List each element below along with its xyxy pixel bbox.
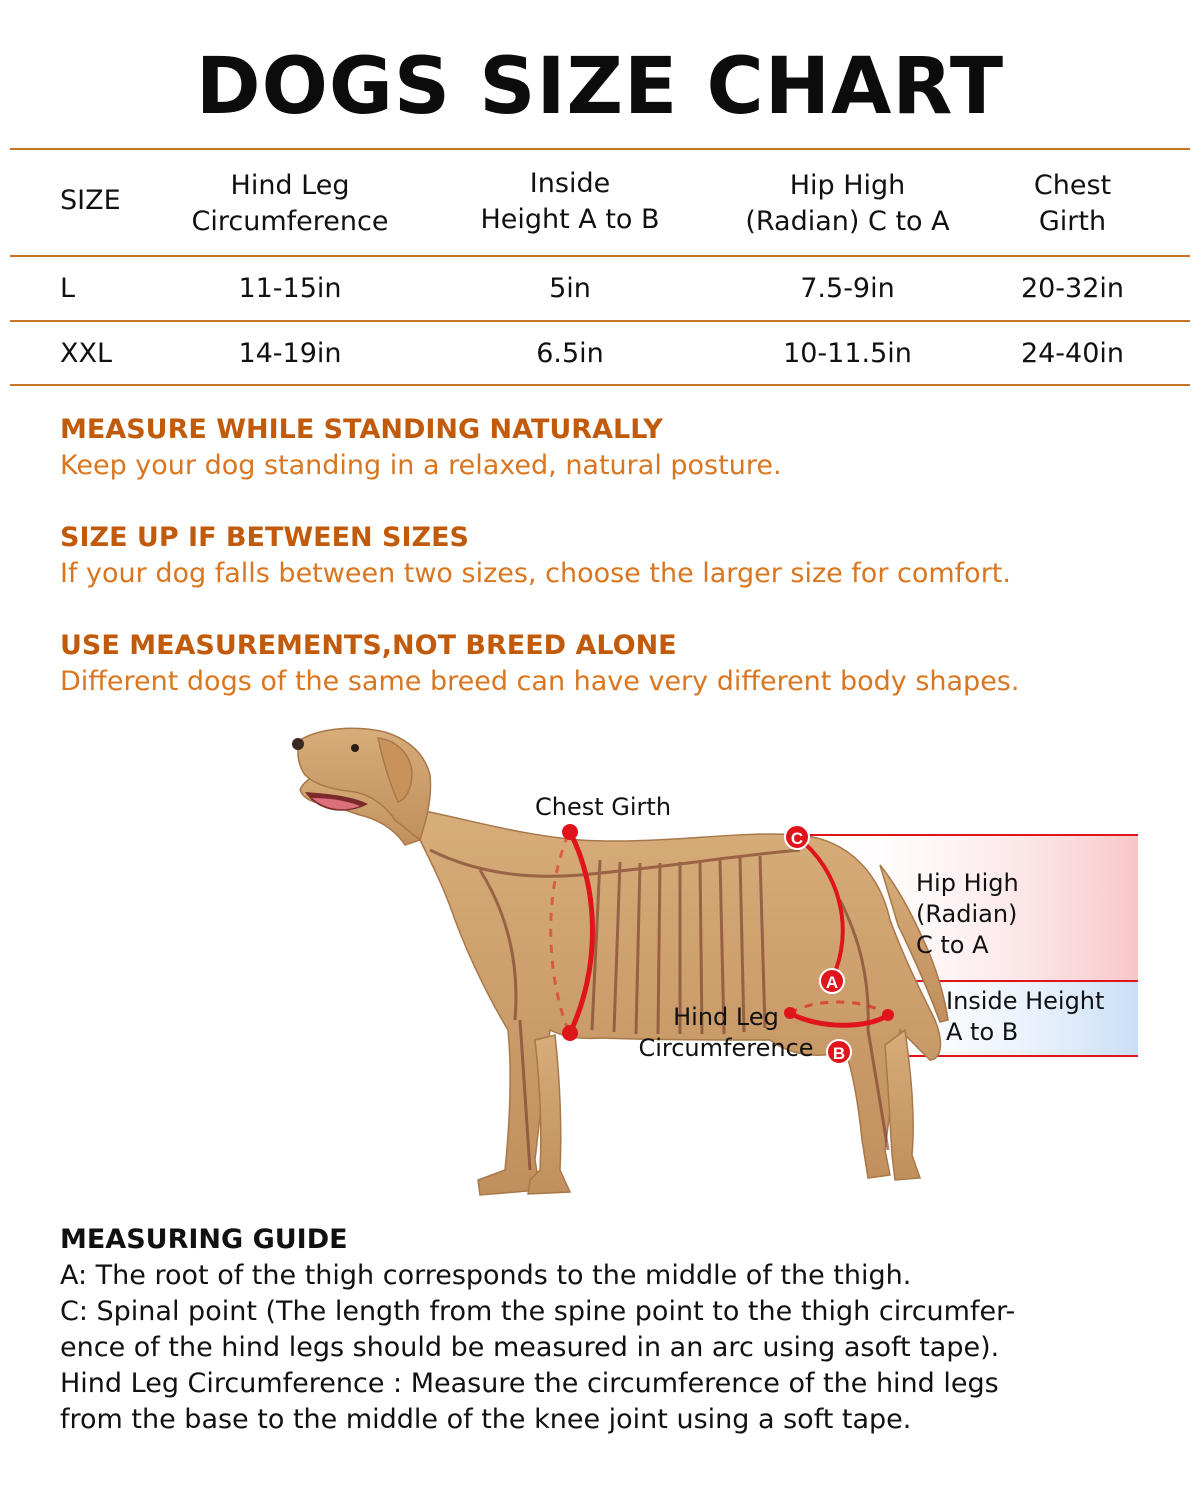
header-hind-leg-text: Hind Leg Circumference [191, 170, 389, 237]
table-row [10, 322, 1190, 385]
table-header-row [10, 148, 1190, 256]
guide-line: ence of the hind legs should be measured in an arc using asoft tape). [60, 1332, 1000, 1363]
marker-b-text: B [832, 1044, 846, 1063]
hind-leg-label-line: Circumference [638, 1034, 814, 1062]
dog-eye [351, 744, 359, 752]
hip-high-label-line: (Radian) [916, 900, 1018, 928]
tip-standing [60, 412, 1160, 484]
tip-heading: SIZE UP IF BETWEEN SIZES [60, 522, 469, 553]
marker-a-text: A [825, 973, 839, 992]
guide-line: C: Spinal point (The length from the spine point to the thigh circumfer- [60, 1296, 1016, 1327]
marker-b [827, 1040, 851, 1064]
header-hind-leg [160, 168, 420, 240]
row-xxl-chest-girth: 24-40in [1020, 338, 1125, 369]
page-title: DOGS SIZE CHART [195, 42, 1005, 132]
chest-girth-label: Chest Girth [535, 793, 672, 821]
inside-height-label-line: Inside Height [946, 987, 1105, 1015]
row-xxl-size: XXL [60, 338, 113, 369]
tip-measurements [60, 628, 1160, 700]
marker-a [820, 969, 844, 993]
hip-high-label-line: Hip High [916, 869, 1019, 897]
tip-heading: MEASURE WHILE STANDING NATURALLY [60, 414, 663, 445]
row-l-hind-leg: 11-15in [238, 273, 342, 304]
inside-height-label-line: A to B [946, 1018, 1019, 1046]
chest-girth-dot-top [562, 824, 578, 840]
tip-body: Keep your dog standing in a relaxed, natural posture. [60, 450, 782, 481]
hip-high-label [916, 868, 1019, 961]
header-chest-girth [970, 168, 1175, 240]
marker-c-text: C [790, 829, 804, 848]
table-row [10, 257, 1190, 320]
hind-leg-label [628, 1002, 824, 1064]
row-l-hip-high: 7.5-9in [800, 273, 895, 304]
header-size: SIZE [60, 185, 121, 216]
header-hip-high-text: Hip High (Radian) C to A [745, 170, 950, 237]
row-xxl-hip-high: 10-11.5in [783, 338, 912, 369]
header-inside-height [440, 166, 700, 238]
hip-high-label-line: C to A [916, 931, 989, 959]
guide-line: Hind Leg Circumference : Measure the circumference of the hind legs [60, 1368, 999, 1399]
guide-heading: MEASURING GUIDE [60, 1224, 348, 1255]
tip-body: If your dog falls between two sizes, choose the larger size for comfort. [60, 558, 1011, 589]
table-rule-bottom [10, 384, 1190, 386]
hind-leg-dot-right [882, 1009, 894, 1021]
guide-line: A: The root of the thigh corresponds to the middle of the thigh. [60, 1260, 912, 1291]
tip-size-up [60, 520, 1160, 592]
hind-leg-label-line: Hind Leg [673, 1003, 779, 1031]
tip-heading: USE MEASUREMENTS,NOT BREED ALONE [60, 630, 677, 661]
row-xxl-inside-height: 6.5in [536, 338, 604, 369]
header-chest-girth-text: Chest Girth [1033, 170, 1112, 237]
tip-body: Different dogs of the same breed can have very different body shapes. [60, 666, 1020, 697]
measuring-guide [60, 1222, 1160, 1438]
dog-nose [292, 738, 304, 750]
row-l-chest-girth: 20-32in [1020, 273, 1125, 304]
guide-line: from the base to the middle of the knee joint using a soft tape. [60, 1404, 912, 1435]
marker-c [785, 825, 809, 849]
row-xxl-hind-leg: 14-19in [238, 338, 342, 369]
row-l-inside-height: 5in [549, 273, 591, 304]
dog-illustration [0, 700, 1200, 1220]
chest-girth-dot-bottom [562, 1025, 578, 1041]
header-inside-height-text: Inside Height A to B [480, 168, 660, 235]
header-hip-high [710, 168, 985, 240]
row-l-size: L [60, 273, 76, 304]
inside-height-label [946, 986, 1104, 1048]
dog-measure-diagram [0, 700, 1200, 1220]
